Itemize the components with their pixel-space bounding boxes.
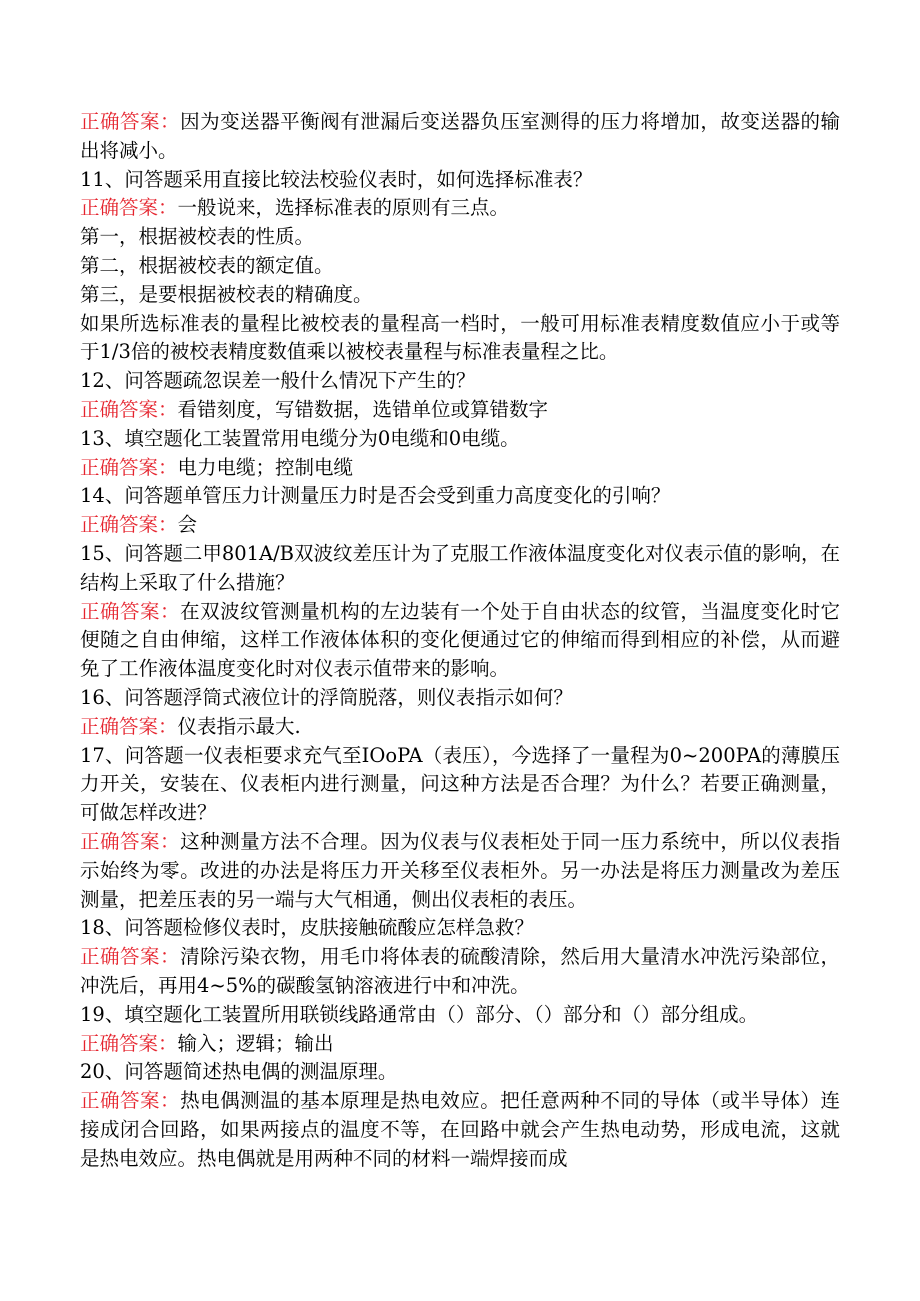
- answer-text: 仪表指示最大.: [177, 714, 301, 738]
- question-paragraph: 15、问答题二甲801A/B双波纹差压计为了克服工作液体温度变化对仪表示值的影响，在结构上采取了什么措施？: [80, 541, 841, 594]
- text-paragraph: 第二，根据被校表的额定值。: [80, 253, 334, 277]
- answer-text: 会: [177, 513, 198, 537]
- answer-label: 正确答案：: [80, 513, 178, 537]
- document-page: [80, 108, 840, 1173]
- answer-paragraph: [80, 713, 840, 742]
- text-paragraph: 第一，根据被校表的性质。: [80, 225, 315, 249]
- answer-text: 电力电缆；控制电缆: [177, 455, 354, 479]
- answer-paragraph: [80, 108, 840, 166]
- question-paragraph: 14、问答题单管压力计测量压力时是否会受到重力高度变化的引响？: [80, 484, 671, 508]
- question-paragraph: 17、问答题一仪表柜要求充气至IOoPA（表压），今选择了一量程为0~200PA的薄膜压力开关，安装在、仪表柜内进行测量，问这种方法是否合理？为什么？若要正确测量，可做怎样改进？: [80, 743, 840, 825]
- answer-label: 正确答案：: [80, 110, 181, 133]
- answer-text: 清除污染衣物，用毛巾将体表的硫酸清除，然后用大量清水冲洗污染部位，冲洗后，再用4~5%的碳酸氢钠溶液进行中和冲洗。: [80, 945, 840, 997]
- answer-label: 正确答案：: [80, 397, 178, 421]
- answer-paragraph: [80, 194, 840, 223]
- question-paragraph: 13、填空题化工装置常用电缆分为0电缆和0电缆。: [80, 426, 520, 450]
- answer-text: 在双波纹管测量机构的左边装有一个处于自由状态的纹管，当温度变化时它便随之自由伸缩，这样工作液体体积的变化便通过它的伸缩而得到相应的补偿，从而避免了工作液体温度变化时对仪表示值带来的影响。: [80, 599, 840, 681]
- answer-label: 正确答案：: [80, 1089, 181, 1113]
- answer-paragraph: [80, 1087, 840, 1173]
- answer-paragraph: [80, 943, 840, 1001]
- answer-text: 这种测量方法不合理。因为仪表与仪表柜处于同一压力系统中，所以仪表指示始终为零。改进的办法是将压力开关移至仪表柜外。另一办法是将压力测量改为差压测量，把差压表的另一端与大气相通，侧出仪表柜的表压。: [80, 829, 840, 911]
- question-paragraph: 18、问答题检修仪表时，皮肤接触硫酸应怎样急救？: [80, 916, 534, 940]
- answer-text: 一般说来，选择标准表的原则有三点。: [177, 196, 510, 220]
- text-paragraph: 如果所选标准表的量程比被校表的量程高一档时，一般可用标准表精度数值应小于或等于1/3倍的被校表精度数值乘以被校表量程与标准表量程之比。: [80, 311, 840, 364]
- answer-paragraph: [80, 511, 840, 540]
- question-paragraph: 16、问答题浮筒式液位计的浮筒脱落，则仪表指示如何？: [80, 685, 573, 709]
- question-paragraph: 20、问答题简述热电偶的测温原理。: [80, 1060, 398, 1084]
- text-paragraph: 第三，是要根据被校表的精确度。: [80, 282, 373, 306]
- answer-label: 正确答案：: [80, 196, 178, 220]
- question-paragraph: 19、填空题化工装置所用联锁线路通常由（）部分、（）部分和（）部分组成。: [80, 1002, 759, 1026]
- answer-paragraph: [80, 828, 840, 914]
- answer-label: 正确答案：: [80, 599, 181, 623]
- question-paragraph: 11、问答题采用直接比较法校验仪表时，如何选择标准表？: [80, 167, 593, 191]
- answer-text: 因为变送器平衡阀有泄漏后变送器负压室测得的压力将增加，故变送器的输出将减小。: [80, 110, 840, 162]
- answer-paragraph: [80, 454, 840, 483]
- answer-label: 正确答案：: [80, 829, 181, 853]
- answer-label: 正确答案：: [80, 945, 181, 969]
- answer-text: 输入；逻辑；输出: [177, 1031, 334, 1055]
- answer-label: 正确答案：: [80, 714, 178, 738]
- answer-text: 热电偶测温的基本原理是热电效应。把任意两种不同的导体（或半导体）连接成闭合回路，如果两接点的温度不等，在回路中就会产生热电动势，形成电流，这就是热电效应。热电偶就是用两种不同的材料一端焊接而成: [80, 1089, 840, 1170]
- answer-text: 看错刻度，写错数据，选错单位或算错数字: [177, 397, 549, 421]
- answer-label: 正确答案：: [80, 455, 178, 479]
- answer-paragraph: [80, 396, 840, 425]
- answer-label: 正确答案：: [80, 1031, 178, 1055]
- answer-paragraph: [80, 1030, 840, 1059]
- question-paragraph: 12、问答题疏忽误差一般什么情况下产生的？: [80, 369, 476, 393]
- answer-paragraph: [80, 598, 840, 684]
